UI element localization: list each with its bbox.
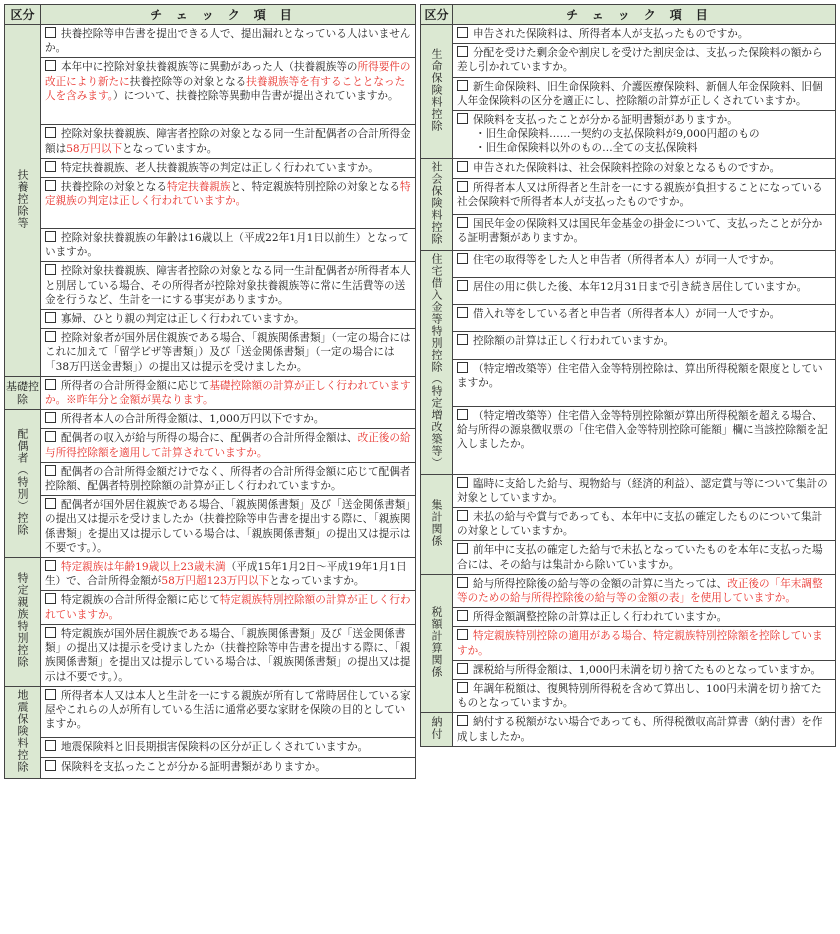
checkbox[interactable]: [45, 593, 56, 604]
check-item: 特定親族は年齢19歳以上23歳未満（平成15年1月2日～平成19年1月1日生）で、合計所得金額が58万円超123万円以下となっていますか。: [41, 558, 416, 591]
check-item: 配偶者の合計所得金額だけでなく、所得者の合計所得金額に応じて配偶者控除額、配偶者特別控除額の計算が正しく行われていますか。: [41, 462, 416, 495]
checklist-row: [421, 359, 836, 406]
check-item: 所得者本人又は所得者と生計を一にする親族が負担することになっている社会保険料で所得者本人が支払ったものですか。: [453, 179, 836, 215]
checklist-row: [5, 262, 416, 310]
category-header: 区分: [5, 5, 41, 25]
check-item: （特定増改築等）住宅借入金等特別控除は、算出所得税額を限度としていますか。: [453, 359, 836, 406]
checklist-row: [421, 608, 836, 627]
checklist-row: [5, 591, 416, 624]
check-item: 所得者本人の合計所得金額は、1,000万円以下ですか。: [41, 410, 416, 429]
check-item: 配偶者の収入が給与所得の場合に、配偶者の合計所得金額は、改正後の給与所得控除額を適用して計算されていますか。: [41, 429, 416, 462]
checkbox[interactable]: [45, 60, 56, 71]
category-seimei: 生命保険料控除: [421, 25, 453, 159]
check-item: 居住の用に供した後、本年12月31日まで引き続き居住していますか。: [453, 277, 836, 304]
left-header-row: [5, 5, 416, 25]
checklist-row: [421, 25, 836, 44]
checklist-row: [5, 58, 416, 125]
check-item: （特定増改築等）住宅借入金等特別控除額が算出所得税額を超える場合、給与所得の源泉徴収票の「住宅借入金等特別控除可能額」欄に当該控除額を記入しましたか。: [453, 407, 836, 475]
checklist-row: [5, 429, 416, 462]
checklist-row: [421, 179, 836, 215]
right-header-row: [421, 5, 836, 25]
checklist-row: [421, 305, 836, 332]
checkbox[interactable]: [457, 610, 468, 621]
checklist-row: [5, 410, 416, 429]
check-item: 所得者の合計所得金額に応じて基礎控除額の計算が正しく行われていますか。※昨年分と金額が異なります。: [41, 376, 416, 409]
checklist-row: [421, 660, 836, 679]
category-zeigaku: 税額計算関係: [421, 574, 453, 713]
check-item: 分配を受けた剰余金や割戻しを受けた割戻金は、支払った保険料の額から差し引かれていますか。: [453, 44, 836, 77]
checklist-row: [421, 627, 836, 660]
check-item: 特定親族特別控除の適用がある場合、特定親族特別控除額を控除していますか。: [453, 627, 836, 660]
check-item: 年調年税額は、復興特別所得税を含めて算出し、100円未満を切り捨てたものとなっていますか。: [453, 680, 836, 713]
check-item: 寡婦、ひとり親の判定は正しく行われていますか。: [41, 310, 416, 329]
checkbox[interactable]: [457, 362, 468, 373]
category-kiso: 基礎控除: [5, 376, 41, 409]
checkbox[interactable]: [45, 689, 56, 700]
checkbox[interactable]: [457, 577, 468, 588]
checkbox[interactable]: [45, 412, 56, 423]
checklist-row: [421, 250, 836, 277]
check-item: 所得者本人又は本人と生計を一にする親族が所有して常時居住している家屋やこれらの人が所有している生活に通常必要な家財を保険の目的としていますか。: [41, 686, 416, 737]
check-item: 納付する税額がない場合であっても、所得税徴収高計算書（納付書）を作成しましたか。: [453, 713, 836, 746]
check-item: 申告された保険料は、社会保険料控除の対象となるものですか。: [453, 158, 836, 179]
right-checklist: [420, 4, 836, 747]
checklist-row: [5, 686, 416, 737]
check-item: 保険料を支払ったことが分かる証明書類がありますか。: [41, 758, 416, 779]
checklist-row: [5, 229, 416, 262]
checkbox[interactable]: [457, 715, 468, 726]
checkbox[interactable]: [457, 629, 468, 640]
checklist-row: [421, 158, 836, 179]
checklist-row: [421, 574, 836, 607]
checkbox[interactable]: [45, 180, 56, 191]
checklist-row: [421, 508, 836, 541]
check-item: 配偶者が国外居住親族である場合、「親族関係書類」及び「送金関係書類」の提出又は提示を受けましたか（扶養控除等申告書を提出する際に、「親族関係書類」を提出又は提示している場合は、「親族関係書類」の提出又は提示は不要です。）。: [41, 496, 416, 558]
check-item: 控除対象扶養親族、障害者控除の対象となる同一生計配偶者が所得者本人と別居している場合、その所得者が控除対象扶養親族等に常に生活費等の送金を行うなど、生計を一にする事実がありますか。: [41, 262, 416, 310]
checkbox[interactable]: [457, 113, 468, 124]
checklist-row: [5, 496, 416, 558]
checkbox[interactable]: [457, 161, 468, 172]
category-nofu: 納付: [421, 713, 453, 746]
checklist-row: [5, 462, 416, 495]
check-item: 特定親族が国外居住親族である場合、「親族関係書類」及び「送金関係書類」の提出又は提示を受けましたか（扶養控除等申告書を提出する際に、「親族関係書類」を提出又は提示している場合は、「親族関係書類」の提出又は提示は不要です。）。: [41, 624, 416, 686]
items-header: チェック項目: [453, 5, 836, 25]
sub-note: ・旧生命保険料……一契約の支払保険料が9,000円超のもの: [475, 128, 760, 141]
checklist-row: [5, 624, 416, 686]
items-header: チェック項目: [41, 5, 416, 25]
category-shukei: 集計関係: [421, 474, 453, 574]
checkbox[interactable]: [45, 431, 56, 442]
check-item: 前年中に支払の確定した給与で未払となっていたものを本年に支払った場合には、その給与は集計から除いていますか。: [453, 541, 836, 574]
checklist-row: [421, 407, 836, 475]
checkbox[interactable]: [45, 127, 56, 138]
checkbox[interactable]: [45, 627, 56, 638]
checkbox[interactable]: [45, 27, 56, 38]
checklist-row: [421, 111, 836, 159]
category-haigu: 配偶者（特別）控除: [5, 410, 41, 558]
checklist-row: [421, 332, 836, 359]
sub-note: ・旧生命保険料以外のもの…全ての支払保険料: [475, 142, 698, 155]
checklist-row: [421, 680, 836, 713]
checkbox[interactable]: [457, 663, 468, 674]
check-item: 扶養控除の対象となる特定扶養親族と、特定親族特別控除の対象となる特定親族の判定は正しく行われていますか。: [41, 178, 416, 229]
checklist-row: [421, 77, 836, 110]
checkbox[interactable]: [45, 379, 56, 390]
check-item: 特定親族の合計所得金額に応じて特定親族特別控除額の計算が正しく行われていますか。: [41, 591, 416, 624]
check-item: 住宅の取得等をした人と申告者（所得者本人）が同一人ですか。: [453, 250, 836, 277]
checkbox[interactable]: [457, 217, 468, 228]
right-table: [420, 4, 836, 747]
checkbox[interactable]: [457, 409, 468, 420]
checkbox[interactable]: [45, 231, 56, 242]
checkbox[interactable]: [457, 280, 468, 291]
checkbox[interactable]: [457, 27, 468, 38]
checklist-row: [5, 737, 416, 758]
checklist-row: [5, 376, 416, 409]
check-item: 所得金額調整控除の計算は正しく行われていますか。: [453, 608, 836, 627]
checkbox[interactable]: [457, 477, 468, 488]
checkbox[interactable]: [45, 740, 56, 751]
check-item: 申告された保険料は、所得者本人が支払ったものですか。: [453, 25, 836, 44]
checkbox[interactable]: [457, 46, 468, 57]
check-item: 給与所得控除後の給与等の金額の計算に当たっては、改正後の「年末調整等のための給与所得控除後の給与等の金額の表」を使用していますか。: [453, 574, 836, 607]
checkbox[interactable]: [45, 465, 56, 476]
category-fuyo: 扶養控除等: [5, 25, 41, 377]
check-item: 本年中に控除対象扶養親族等に異動があった人（扶養親族等の所得要件の改正により新たに扶養控除等の対象となる扶養親族等を有することとなった人を含みます。）について、扶養控除等異動申告書が提出されていますか。: [41, 58, 416, 125]
checklist-row: [5, 758, 416, 779]
checkbox[interactable]: [457, 334, 468, 345]
checkbox[interactable]: [457, 307, 468, 318]
checklist-row: [5, 329, 416, 377]
check-item: 控除額の計算は正しく行われていますか。: [453, 332, 836, 359]
check-item: 臨時に支給した給与、現物給与（経済的利益）、認定賞与等について集計の対象としていますか。: [453, 474, 836, 507]
checkbox[interactable]: [457, 181, 468, 192]
checkbox[interactable]: [457, 80, 468, 91]
checkbox[interactable]: [457, 253, 468, 264]
checklist-row: [5, 310, 416, 329]
check-item: 課税給与所得金額は、1,000円未満を切り捨てたものとなっていますか。: [453, 660, 836, 679]
checkbox[interactable]: [45, 498, 56, 509]
checklist-row: [421, 214, 836, 250]
checklist-row: [5, 25, 416, 58]
checklist-row: [5, 178, 416, 229]
left-table: [4, 4, 416, 779]
check-item: 控除対象扶養親族の年齢は16歳以上（平成22年1月1日以前生）となっていますか。: [41, 229, 416, 262]
check-item: 保険料を支払ったことが分かる証明書類がありますか。 ・旧生命保険料……一契約の支払保険料が9,000円超のもの ・旧生命保険料以外のもの…全ての支払保険料: [453, 111, 836, 159]
checklist-row: [421, 277, 836, 304]
checkbox[interactable]: [457, 543, 468, 554]
checkbox[interactable]: [457, 510, 468, 521]
checklist-row: [421, 44, 836, 77]
checkbox[interactable]: [457, 682, 468, 693]
check-item: 借入れ等をしている者と申告者（所得者本人）が同一人ですか。: [453, 305, 836, 332]
check-item: 地震保険料と旧長期損害保険料の区分が正しくされていますか。: [41, 737, 416, 758]
check-item: 扶養控除等申告書を提出できる人で、提出漏れとなっている人はいませんか。: [41, 25, 416, 58]
left-checklist: [4, 4, 416, 779]
checkbox[interactable]: [45, 760, 56, 771]
check-item: 国民年金の保険料又は国民年金基金の掛金について、支払ったことが分かる証明書類がありますか。: [453, 214, 836, 250]
check-item: 特定扶養親族、老人扶養親族等の判定は正しく行われていますか。: [41, 158, 416, 177]
checklist-row: [421, 474, 836, 507]
category-jutaku: 住宅借入金等特別控除（特定増改築等）: [421, 250, 453, 474]
checkbox[interactable]: [45, 331, 56, 342]
checkbox[interactable]: [45, 560, 56, 571]
checklist-row: [5, 125, 416, 158]
checkbox[interactable]: [45, 312, 56, 323]
checklist-row: [421, 541, 836, 574]
category-jishin: 地震保険料控除: [5, 686, 41, 778]
checklist-row: [5, 558, 416, 591]
check-item: 控除対象扶養親族、障害者控除の対象となる同一生計配偶者の合計所得金額は58万円以下となっていますか。: [41, 125, 416, 158]
checklist-row: [5, 158, 416, 177]
check-item: 控除対象者が国外居住親族である場合、「親族関係書類」（一定の場合にはこれに加えて「留学ビザ等書類」）及び「送金関係書類」（一定の場合には「38万円送金書類」）の提出又は提示を受けましたか。: [41, 329, 416, 377]
checkbox[interactable]: [45, 264, 56, 275]
checkbox[interactable]: [45, 161, 56, 172]
category-tokutei: 特定親族特別控除: [5, 558, 41, 687]
category-header: 区分: [421, 5, 453, 25]
category-shakai: 社会保険料控除: [421, 158, 453, 250]
checklist-row: [421, 713, 836, 746]
check-item: 未払の給与や賞与であっても、本年中に支払の確定したものについて集計の対象としていますか。: [453, 508, 836, 541]
check-item: 新生命保険料、旧生命保険料、介護医療保険料、新個人年金保険料、旧個人年金保険料の区分を適正にし、控除額の計算が正しくされていますか。: [453, 77, 836, 110]
